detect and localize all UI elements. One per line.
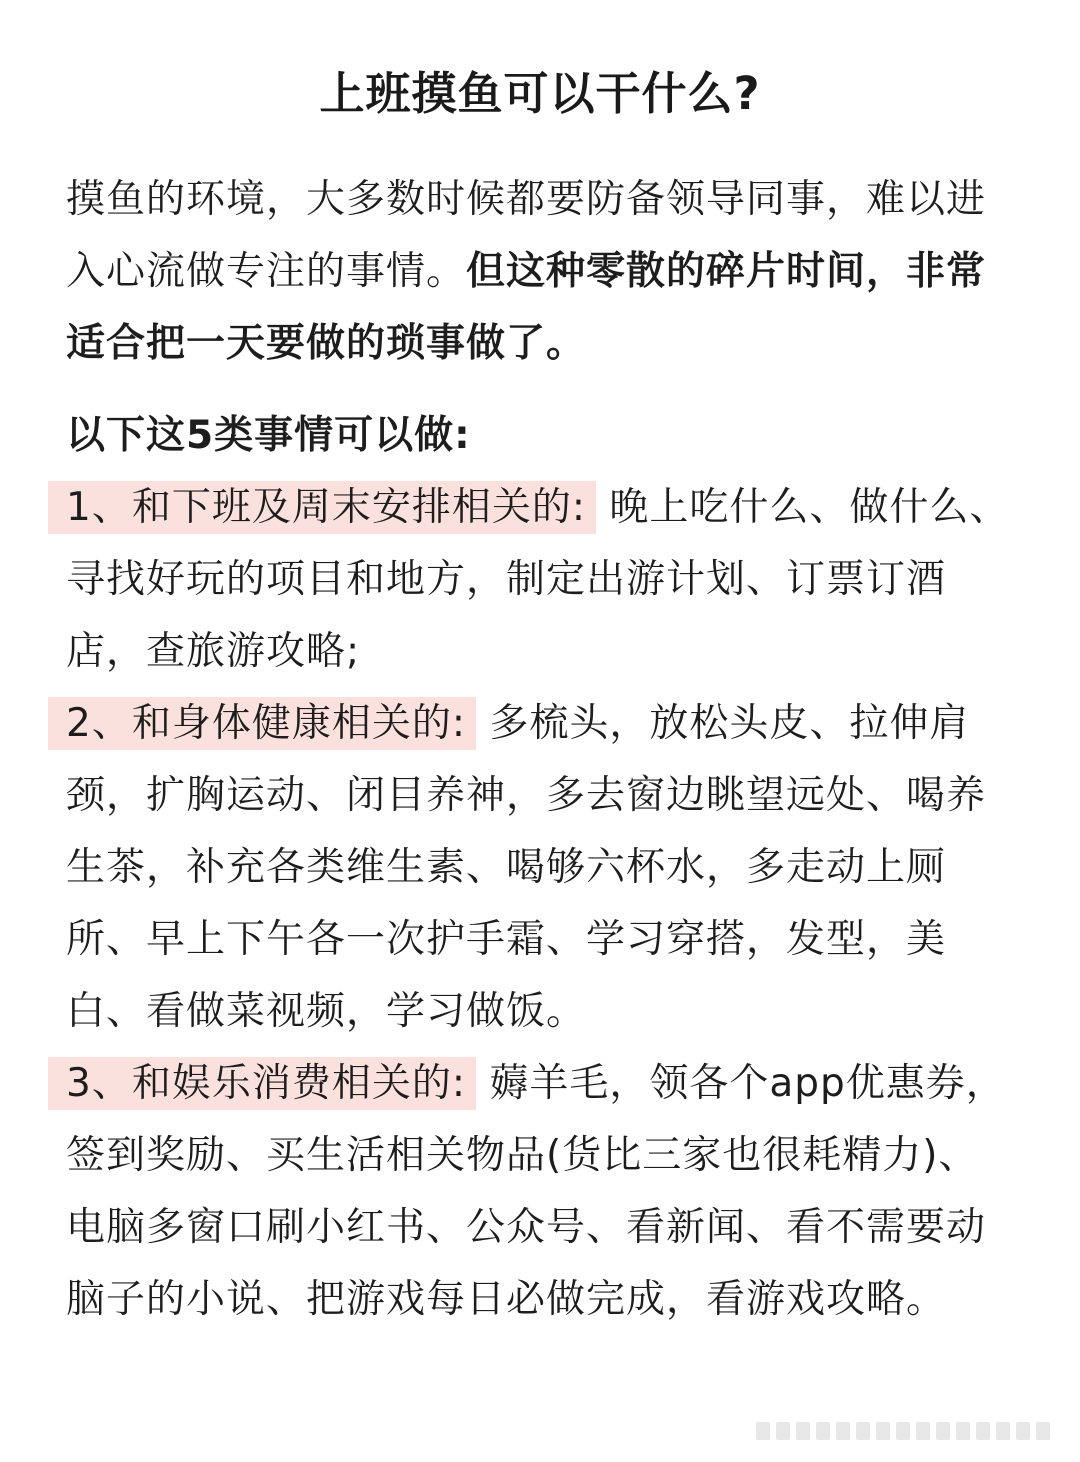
item-2-highlight-label: 2、和身体健康相关的: [48,697,476,750]
intro-text: 摸鱼的环境，大多数时候都要防备领导同事，难以进入心流做专注的事情。 [66,177,987,294]
page-title: 上班摸鱼可以干什么? [319,67,761,120]
article-body [66,164,1016,1336]
watermark [756,1422,1056,1440]
list-heading: 以下这5类事情可以做: [66,413,471,458]
item-3-highlight-label: 3、和娱乐消费相关的: [48,1057,476,1110]
item-1-text: 晚上吃什么、做什么、寻找好玩的项目和地方，制定出游计划、订票订酒店，查旅游攻略; [66,485,1010,674]
list-item-2 [66,688,1016,1048]
intro-paragraph [66,164,1016,380]
item-3-text: 薅羊毛，领各个app优惠券，签到奖励、买生活相关物品(货比三家也很耗精力)、电脑多窗口刷小红书、公众号、看新闻、看不需要动脑子的小说、把游戏每日必做完成，看游戏攻略。 [66,1061,1006,1322]
item-1-highlight-label: 1、和下班及周末安排相关的: [48,481,596,534]
list-item-3 [66,1048,1016,1336]
intro-bold-text: 但这种零散的碎片时间，非常适合把一天要做的琐事做了。 [66,249,987,366]
item-2-text: 多梳头，放松头皮、拉伸肩颈，扩胸运动、闭目养神，多去窗边眺望远处、喝养生茶，补充各类维生素、喝够六杯水，多走动上厕所、早上下午各一次护手霜、学习穿搭，发型，美白、看做菜视频，学习做饭。 [66,701,987,1034]
list-item-1 [66,472,1016,688]
